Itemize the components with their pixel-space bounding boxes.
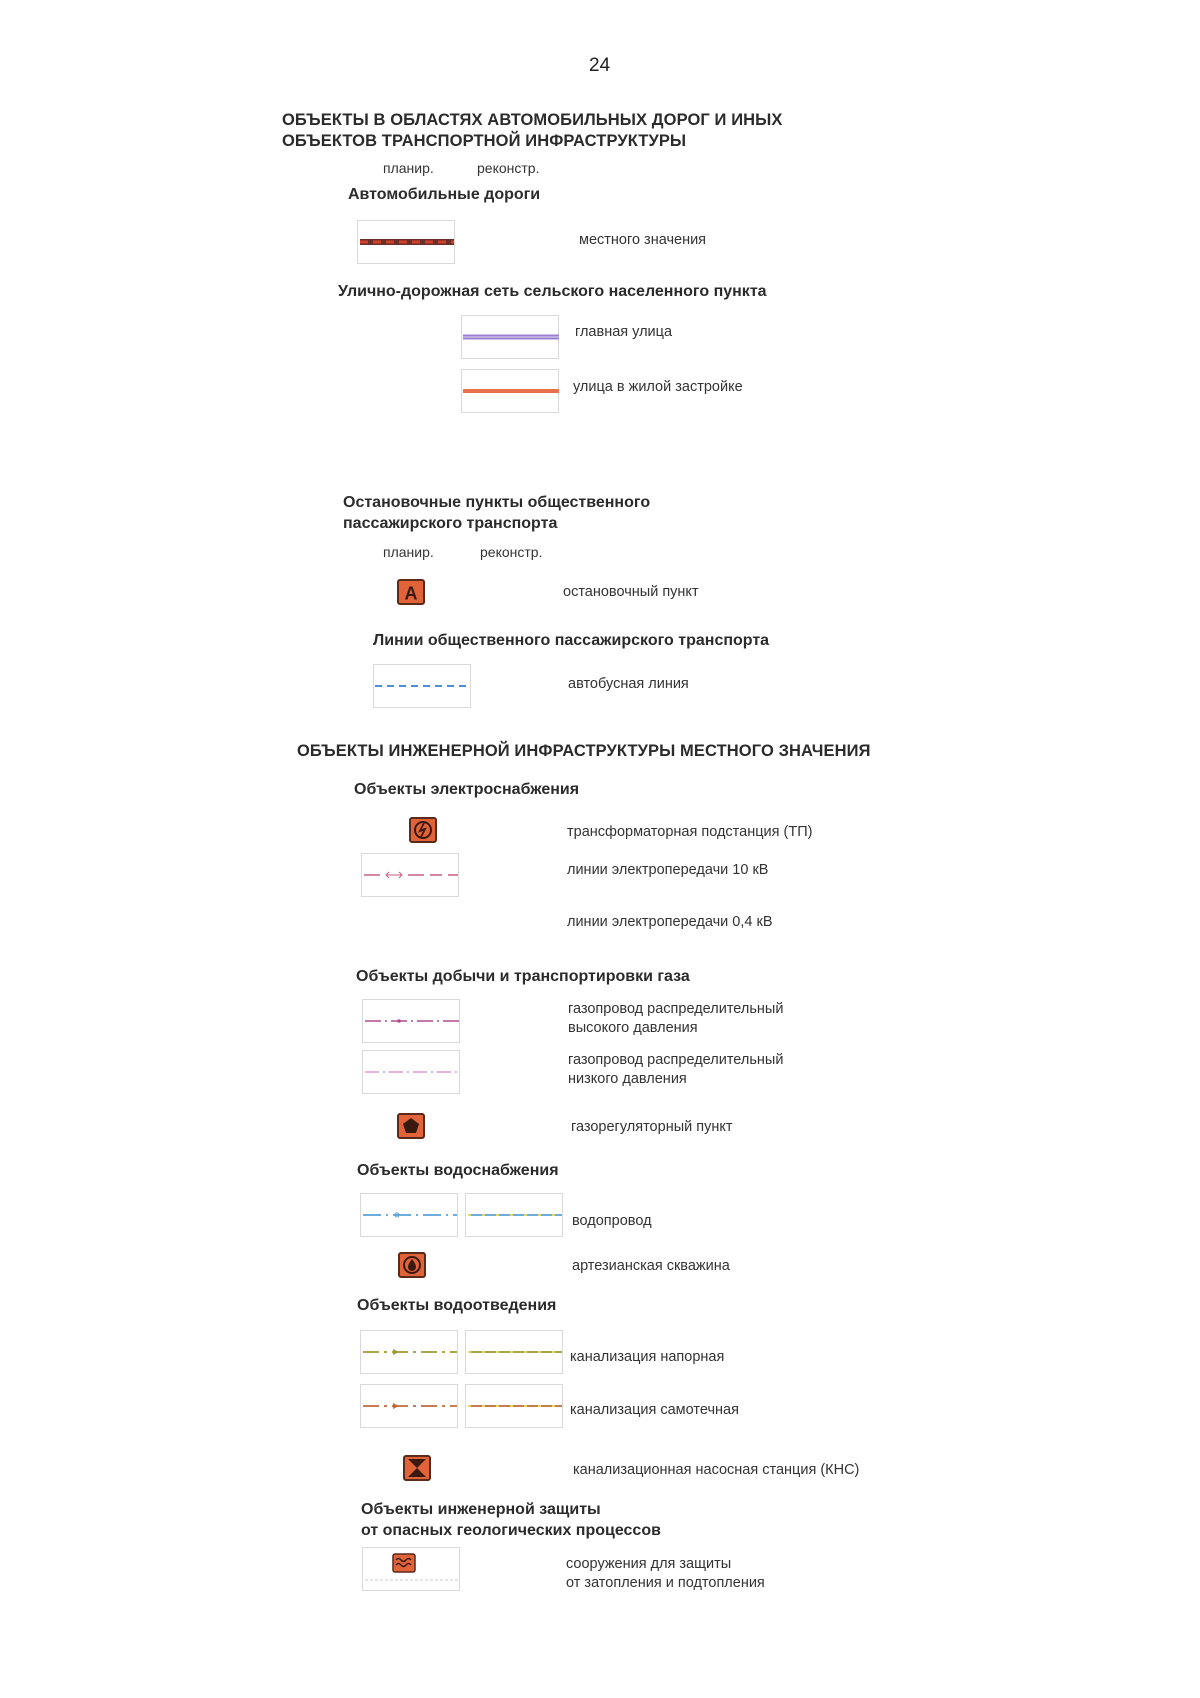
label-gas-high-line-2: высокого давления — [568, 1020, 698, 1036]
stops-column-planned: планир. — [383, 544, 434, 560]
sewer-gravity-reconstr-symbol — [466, 1385, 564, 1429]
label-gas-regulator: газорегуляторный пункт — [571, 1119, 733, 1135]
gas-regulator-icon — [397, 1113, 425, 1139]
power-10kv-symbol — [362, 854, 460, 898]
street-network-title: Улично-дорожная сеть сельского населенного пункта — [338, 283, 767, 300]
label-sewer-pressure: канализация напорная — [570, 1349, 725, 1365]
geo-protection-title-line-2: от опасных геологических процессов — [361, 1522, 661, 1539]
sewer-pressure-symbol — [361, 1331, 459, 1375]
label-gas-high — [568, 1000, 783, 1038]
label-flood-protection-line-1: сооружения для защиты — [566, 1556, 732, 1572]
section-title-line-2: ОБЪЕКТОВ ТРАНСПОРТНОЙ ИНФРАСТРУКТУРЫ — [282, 132, 687, 150]
legend-swatch-residential-street — [461, 369, 559, 413]
stops-title — [343, 492, 650, 534]
water-pipe-reconstr-symbol — [466, 1194, 564, 1238]
stops-title-line-2: пассажирского транспорта — [343, 515, 558, 532]
label-flood-protection-line-2: от затопления и подтопления — [566, 1575, 765, 1591]
legend-swatch-gas-high — [362, 999, 460, 1043]
label-water-pipe: водопровод — [572, 1213, 652, 1229]
legend-swatch-flood-protection — [362, 1547, 460, 1591]
label-bus-line: автобусная линия — [568, 676, 689, 692]
label-flood-protection — [566, 1555, 765, 1593]
label-gas-high-line-1: газопровод распределительный — [568, 1001, 784, 1017]
section-title-engineering: ОБЪЕКТЫ ИНЖЕНЕРНОЙ ИНФРАСТРУКТУРЫ МЕСТНОГО ЗНАЧЕНИЯ — [297, 742, 871, 760]
gas-title: Объекты добычи и транспортировки газа — [356, 968, 690, 985]
label-local-road: местного значения — [579, 232, 707, 248]
power-title: Объекты электроснабжения — [354, 781, 580, 798]
substation-icon — [409, 817, 437, 843]
page-number: 24 — [589, 55, 611, 76]
label-sewer-pump-station: канализационная насосная станция (КНС) — [573, 1462, 860, 1478]
label-power-04kv: линии электропередачи 0,4 кВ — [567, 914, 773, 930]
local-road-symbol — [358, 221, 456, 265]
legend-swatch-main-street — [461, 315, 559, 359]
column-header-reconstr: реконстр. — [477, 160, 540, 176]
label-gas-low-line-1: газопровод распределительный — [568, 1052, 784, 1068]
legend-swatch-water-pipe — [360, 1193, 458, 1237]
label-gas-low-line-2: низкого давления — [568, 1071, 687, 1087]
gas-high-symbol — [363, 1000, 461, 1044]
gas-low-symbol — [363, 1051, 461, 1095]
section-title-line-1: ОБЪЕКТЫ В ОБЛАСТЯХ АВТОМОБИЛЬНЫХ ДОРОГ И ИНЫХ — [282, 111, 783, 129]
legend-swatch-sewer-gravity-reconstr — [465, 1384, 563, 1428]
legend-swatch-water-pipe-reconstr — [465, 1193, 563, 1237]
bus-stop-icon — [397, 579, 425, 605]
residential-street-symbol — [462, 370, 560, 414]
water-title: Объекты водоснабжения — [357, 1162, 559, 1179]
label-bus-stop: остановочный пункт — [563, 584, 699, 600]
label-residential-street: улица в жилой застройке — [573, 379, 743, 395]
sewer-pressure-reconstr-symbol — [466, 1331, 564, 1375]
label-main-street: главная улица — [575, 324, 673, 340]
sewer-title: Объекты водоотведения — [357, 1297, 557, 1314]
transit-lines-title: Линии общественного пассажирского транспорта — [373, 632, 770, 649]
legend-swatch-sewer-pressure — [360, 1330, 458, 1374]
legend-swatch-bus-line — [373, 664, 471, 708]
section-title-transport — [282, 110, 783, 152]
label-gas-low — [568, 1051, 783, 1089]
label-power-10kv: линии электропередачи 10 кВ — [567, 862, 769, 878]
label-sewer-gravity: канализация самотечная — [570, 1402, 739, 1418]
legend-swatch-sewer-gravity — [360, 1384, 458, 1428]
sewer-pump-station-icon — [403, 1455, 431, 1481]
label-artesian-well: артезианская скважина — [572, 1258, 730, 1274]
water-pipe-symbol — [361, 1194, 459, 1238]
roads-title: Автомобильные дороги — [348, 186, 541, 203]
sewer-gravity-symbol — [361, 1385, 459, 1429]
legend-swatch-sewer-pressure-reconstr — [465, 1330, 563, 1374]
bus-line-symbol — [374, 665, 472, 709]
legend-swatch-power-10kv — [361, 853, 459, 897]
stops-title-line-1: Остановочные пункты общественного — [343, 494, 651, 511]
main-street-symbol — [462, 316, 560, 360]
column-header-planned: планир. — [383, 160, 434, 176]
legend-swatch-gas-low — [362, 1050, 460, 1094]
artesian-well-icon — [398, 1252, 426, 1278]
flood-protection-symbol — [363, 1548, 461, 1592]
label-substation: трансформаторная подстанция (ТП) — [567, 824, 813, 840]
geo-protection-title-line-1: Объекты инженерной защиты — [361, 1501, 601, 1518]
stops-column-reconstr: реконстр. — [480, 544, 543, 560]
geo-protection-title — [361, 1499, 661, 1541]
bus-stop-icon-letter: A — [404, 583, 418, 604]
legend-swatch-local-road — [357, 220, 455, 264]
